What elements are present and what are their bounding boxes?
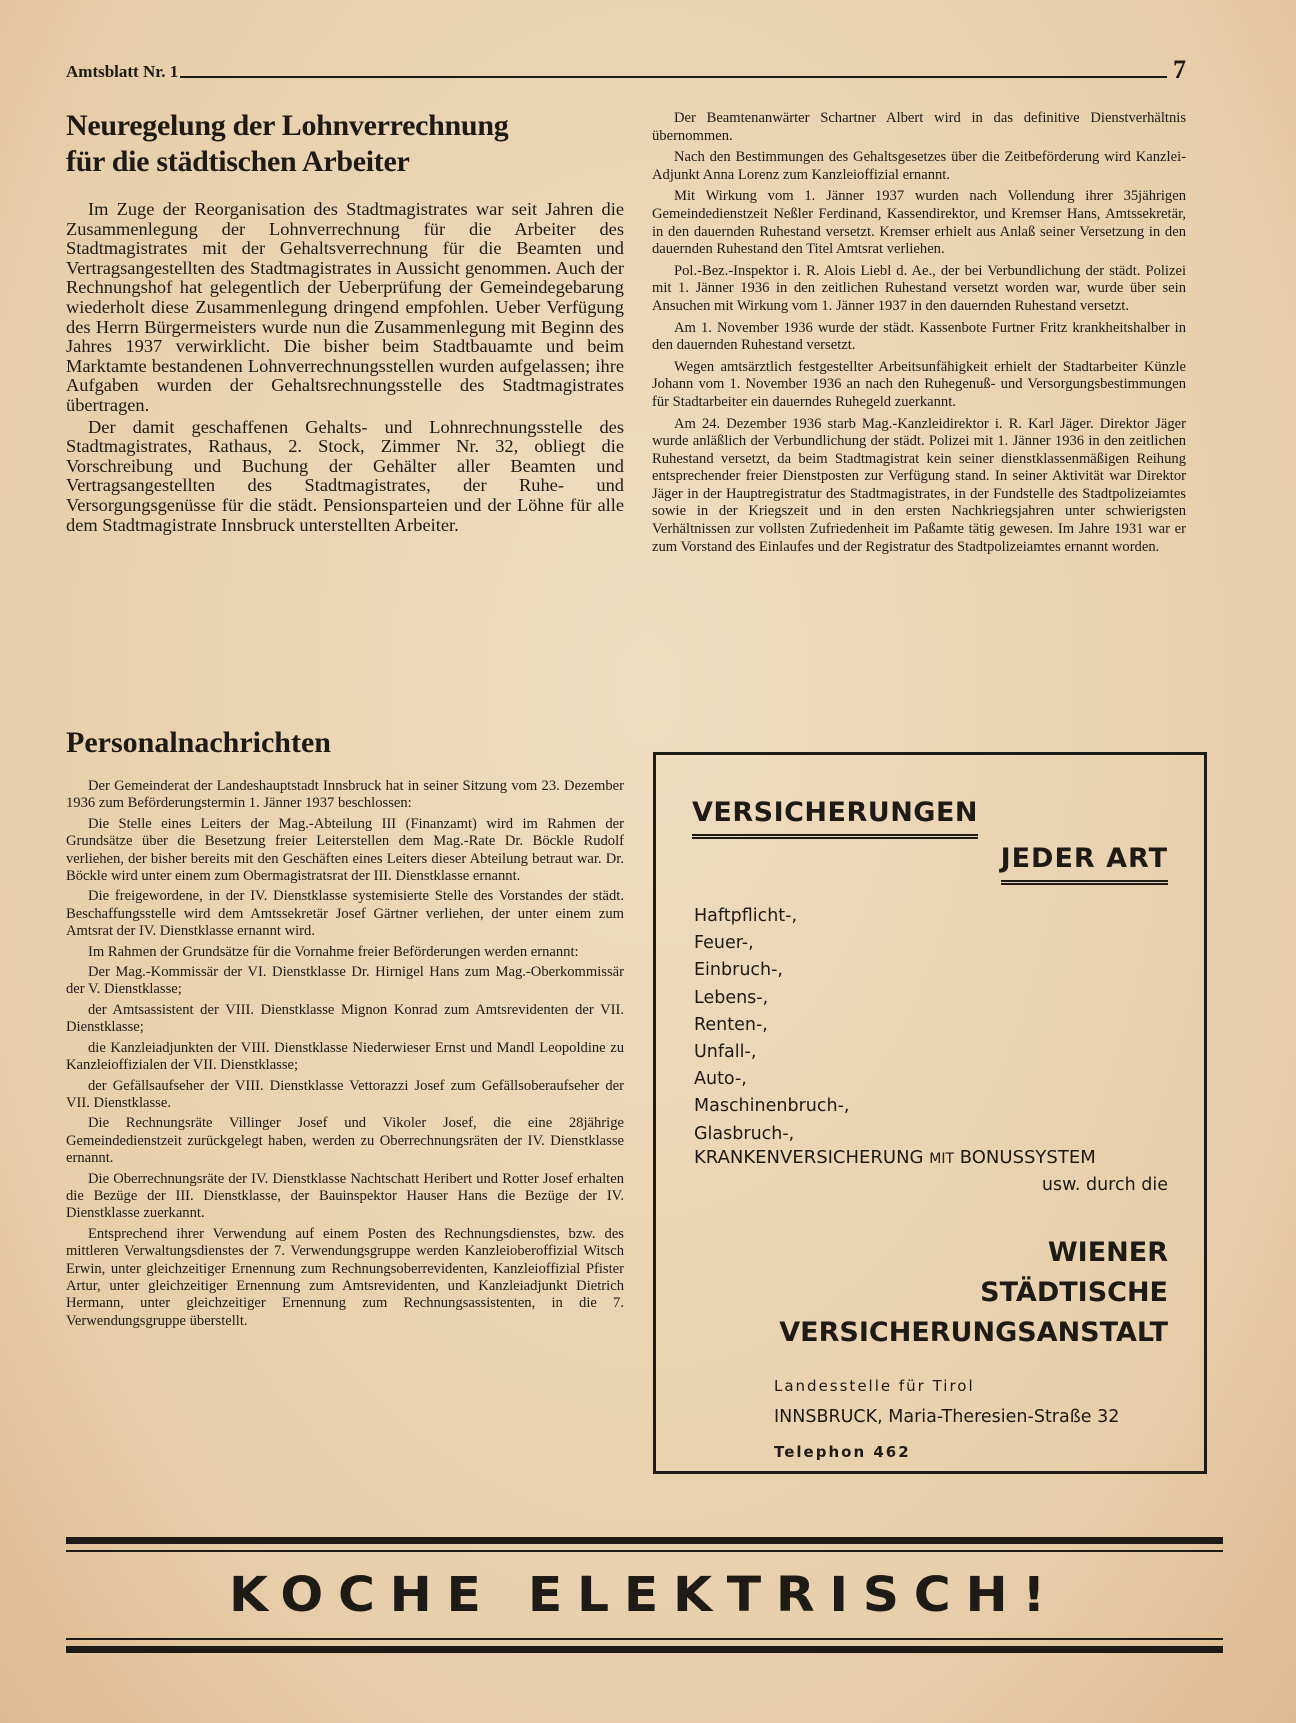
insurance-types-list bbox=[694, 903, 849, 1148]
banner-rule bbox=[66, 1646, 1223, 1653]
paragraph: Nach den Bestimmungen des Gehaltsgesetzes über die Zeitbeförderung wird Kanzlei-Adjunkt Anna Lorenz zum Kanzleioffizial ernannt. bbox=[652, 149, 1186, 183]
paragraph: Mit Wirkung vom 1. Jänner 1937 wurden nach Vollendung ihrer 35jährigen Gemeindedienstzeit Neßler Ferdinand, Kassendirektor, und Kremser Hans, Amtssekretär, in den dauernden Ruhestand versetzt. Kremser erhielt aus Anlaß seiner Versetzung in den dauernden Ruhestand den Titel Amtsrat verliehen. bbox=[652, 188, 1186, 258]
paragraph: Wegen amtsärztlich festgestellter Arbeitsunfähigkeit erhielt der Stadtarbeiter Künzle Johann vom 1. November 1936 an nach den Ruhegenuß- und Versorgungsbestimmungen für Stadtarbeiter ein dauerndes Ruhegeld zuerkannt. bbox=[652, 358, 1186, 410]
article-body bbox=[66, 200, 624, 535]
paragraph: Der Gemeinderat der Landeshauptstadt Innsbruck hat in seiner Sitzung vom 23. Dezember 1936 zum Beförderungstermin 1. Jänner 1937 beschlossen: bbox=[66, 778, 624, 812]
article-title bbox=[66, 108, 626, 180]
paragraph: Der Beamtenanwärter Schartner Albert wird in das definitive Dienstverhältnis übernommen. bbox=[652, 110, 1186, 144]
paragraph: der Amtsassistent der VIII. Dienstklasse Mignon Konrad zum Amtsrevidenten der VII. Dienstklasse; bbox=[66, 1001, 624, 1036]
paragraph: Der damit geschaffenen Gehalts- und Lohnrechnungsstelle des Stadtmagistrates, Rathaus, 2. Stock, Zimmer Nr. 32, obliegt die Vorschreibung und Buchung der Gehälter aller Beamten und Vertragsangestellten des Stadtmagistrates, der Ruhe- und Versorgungsgenüsse für die städt. Pensionsparteien und der Löhne für alle dem Stadtmagistrate Innsbruck unterstellten Arbeiter. bbox=[66, 416, 624, 535]
ad-subheadline: JEDER ART bbox=[1001, 843, 1168, 885]
article-title-line: für die städtischen Arbeiter bbox=[66, 145, 410, 178]
health-insurance-line bbox=[694, 1147, 1096, 1168]
paragraph: Die Stelle eines Leiters der Mag.-Abteilung III (Finanzamt) wird im Rahmen der Grundsätze über die Besetzung freier Leiterstellen dem Mag.-Rate Dr. Böckle Rudolf verliehen, der bisher bereits mit den Geschäften eines Leiters dieser Abteilung betraut war. Dr. Böckle wird unter einem zum Obermagistratsrat der III. Dienstklasse ernannt. bbox=[66, 815, 624, 885]
paragraph: Im Rahmen der Grundsätze für die Vornahme freier Beförderungen werden ernannt: bbox=[88, 943, 579, 960]
paragraph: Am 24. Dezember 1936 starb Mag.-Kanzleidirektor i. R. Karl Jäger. Direktor Jäger wurde anläßlich der Verbundlichung der städt. Polizei mit 1. Jänner 1936 in den zeitlichen Ruhestand versetzt, da beim Stadtmagistrat kein seiner dienstklassenmäßigen Reihung entsprechender freier Dienstposten zur Verfügung stand. In seiner Aktivität war Direktor Jäger in der Hauptregistratur des Stadtmagistrates, in der Fundstelle des Stadtpolizeiamtes sowie in der Kriegszeit und in den ersten Nachkriegsjahren unter schwierigsten Verhältnissen zur vollsten Zufriedenheit im Paßamte tätig gewesen. Im Jahre 1931 war er zum Vorstand des Einlaufes und der Registratur des Stadtpolizeiamtes ernannt worden. bbox=[652, 415, 1186, 555]
address: INNSBRUCK, Maria-Theresien-Straße 32 bbox=[774, 1407, 1120, 1427]
section-heading: Personalnachrichten bbox=[66, 726, 331, 759]
article-title-line: Neuregelung der Lohnverrechnung bbox=[66, 109, 509, 142]
page-number: 7 bbox=[1173, 55, 1186, 84]
personal-news-body bbox=[66, 778, 624, 1330]
ad-through-line: usw. durch die bbox=[1041, 1175, 1168, 1195]
paragraph: Am 1. November 1936 wurde der städt. Kassenbote Furtner Fritz krankheitshalber in den dauernden Ruhestand versetzt. bbox=[652, 319, 1186, 354]
insurance-type: Feuer-, bbox=[694, 933, 754, 954]
telephone: Telephon 462 bbox=[774, 1443, 911, 1461]
header-rule bbox=[180, 76, 1167, 78]
banner-text: KOCHE ELEKTRISCH! bbox=[228, 1567, 1061, 1623]
paragraph: die Kanzleiadjunkten der VIII. Dienstklasse Niederwieser Ernst und Mandl Leopoldine zu Kanzleioffizialen der VII. Dienstklasse; bbox=[66, 1039, 624, 1074]
publication-name: Amtsblatt Nr. 1 bbox=[66, 62, 179, 81]
insurance-type: Lebens-, bbox=[694, 987, 769, 1008]
paragraph: der Gefällsaufseher der VIII. Dienstklasse Vettorazzi Josef zum Gefällsoberaufseher der VII. Dienstklasse. bbox=[66, 1077, 624, 1111]
bonus-system-label: BONUSSYSTEM bbox=[959, 1147, 1096, 1168]
paragraph: Der Mag.-Kommissär der VI. Dienstklasse Dr. Hirnigel Hans zum Mag.-Oberkommissär der V. Dienstklasse; bbox=[66, 964, 624, 998]
banner-rule bbox=[66, 1537, 1223, 1544]
company-name-line: WIENER bbox=[1047, 1237, 1168, 1268]
banner-rule bbox=[66, 1550, 1223, 1552]
company-name-line: STÄDTISCHE bbox=[980, 1277, 1168, 1308]
paragraph: Pol.-Bez.-Inspektor i. R. Alois Liebl d. Ae., der bei Verbundlichung der städt. Polizei mit 1. Jänner 1936 in den zeitlichen Ruhestand versetzt worden war, wurde über sein Ansuchen mit Wirkung vom 1. Jänner 1937 in den dauernden Ruhestand versetzt. bbox=[652, 262, 1186, 314]
paragraph: Die freigewordene, in der IV. Dienstklasse systemisierte Stelle des Vorstandes der städt. Beschaffungsstelle wird dem Amtssekretär Josef Gärtner verliehen, der unter einem zum Amtsrat der IV. Dienstklasse ernannt wird. bbox=[66, 888, 624, 940]
company-name-line: VERSICHERUNGSANSTALT bbox=[779, 1317, 1168, 1348]
insurance-type: Unfall-, bbox=[694, 1042, 757, 1063]
insurance-advertisement bbox=[653, 752, 1207, 1474]
insurance-type: Haftpflicht-, bbox=[694, 906, 798, 926]
insurance-type: Auto-, bbox=[694, 1069, 747, 1090]
paragraph: Entsprechend ihrer Verwendung auf einem Posten des Rechnungsdienstes, bzw. des mittleren Verwaltungsdienstes der 7. Verwendungsgruppe werden Kanzleioberoffizial Witsch Erwin, unter gleichzeitiger Ernennung zum Rechnungsoberrevidenten, Kanzleioffizial Pfister Artur, unter gleichzeitiger Ernennung zum Amtsrevidenten, und Kanzleiadjunkt Dietrich Hermann, unter gleichzeitiger Ernennung zum Rechnungsassistenten, in die 7. Verwendungsgruppe überstellt. bbox=[66, 1225, 624, 1329]
insurance-type: Einbruch-, bbox=[694, 960, 783, 981]
page-header bbox=[66, 55, 1186, 84]
with-label: MIT bbox=[929, 1151, 954, 1167]
cook-electric-banner bbox=[66, 1537, 1223, 1653]
insurance-type: Maschinenbruch-, bbox=[694, 1096, 850, 1117]
ad-headline: VERSICHERUNGEN bbox=[692, 797, 978, 839]
right-column-body bbox=[652, 110, 1186, 556]
banner-rule bbox=[66, 1638, 1223, 1640]
branch-office: Landesstelle für Tirol bbox=[774, 1377, 975, 1395]
paragraph: Die Oberrechnungsräte der IV. Dienstklasse Nachtschatt Heribert und Rotter Josef erhalten die Bezüge der III. Dienstklasse, der Bauinspektor Hauser Hans die Bezüge der IV. Dienstklasse zuerkannt. bbox=[66, 1170, 624, 1222]
paragraph: Im Zuge der Reorganisation des Stadtmagistrates war seit Jahren die Zusammenlegung der Lohnverrechnung für die Arbeiter des Stadtmagistrates mit der Gehaltsverrechnung für die Beamten und Vertragsangestellten des Stadtmagistrates in Aussicht genommen. Auch der Rechnungshof hat gelegentlich der Ueberprüfung der Gemeindegebarung wiederholt diese Zusammenlegung dringend empfohlen. Ueber Verfügung des Herrn Bürgermeisters wurde nun die Zusammenlegung mit Beginn des Jahres 1937 verwirklicht. Die bisher beim Stadtbauamte und beim Marktamte bestandenen Lohnverrechnungsstellen wurden aufgelassen; ihre Aufgaben wurden der Gehaltsrechnungsstelle des Stadtmagistrates übertragen. bbox=[66, 199, 624, 415]
company-name bbox=[779, 1233, 1168, 1353]
insurance-type: Glasbruch-, bbox=[694, 1123, 795, 1144]
health-insurance-label: KRANKENVERSICHERUNG bbox=[694, 1147, 924, 1168]
insurance-type: Renten-, bbox=[694, 1014, 768, 1035]
paragraph: Die Rechnungsräte Villinger Josef und Vikoler Josef, die eine 28jährige Gemeindedienstzeit zurückgelegt haben, werden zu Oberrechnungsräten der IV. Dienstklasse ernannt. bbox=[66, 1115, 624, 1167]
